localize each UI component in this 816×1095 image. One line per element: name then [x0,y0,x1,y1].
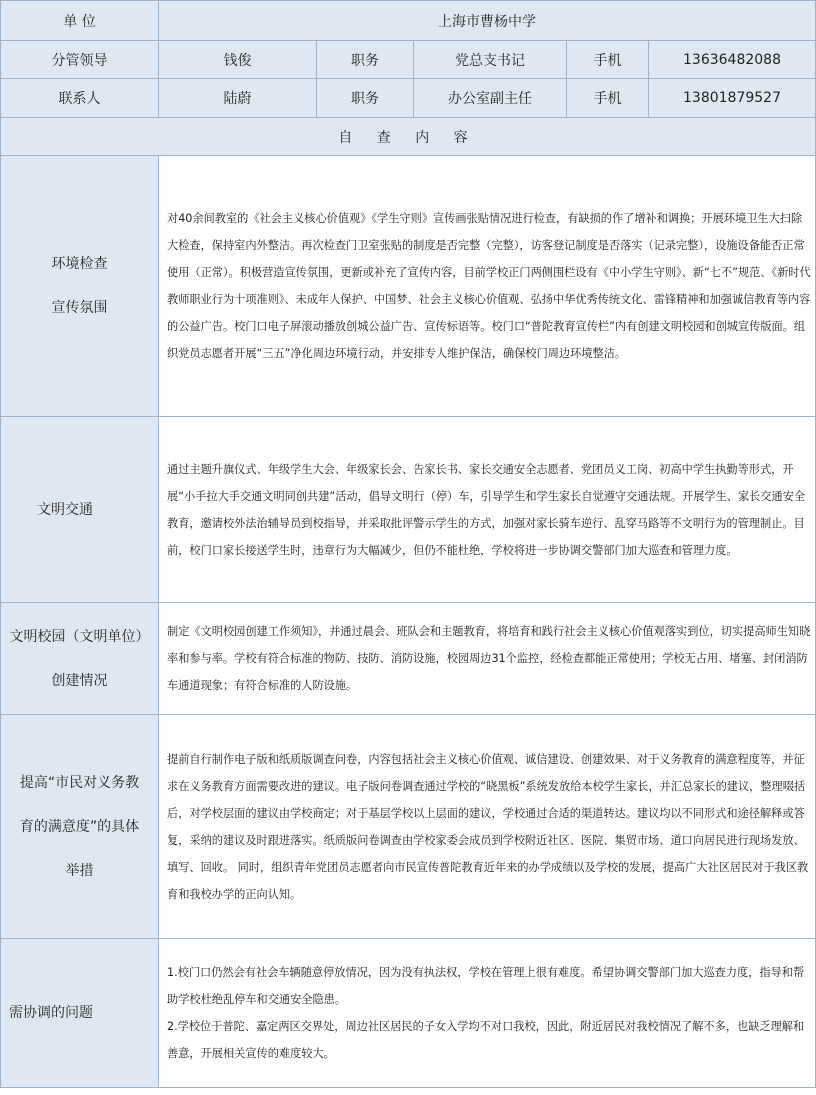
section-label-line: 提高“市民对义务教 [19,774,140,791]
section-paragraph: 2.学校位于普陀、嘉定两区交界处，周边社区居民的子女入学均不对口我校，因此，附近居民对我校情况了解不多，也缺乏理解和善意，开展相关宣传的难度较大。 [167,1020,805,1060]
section-row-traffic [1,417,816,603]
section-label [1,156,159,417]
section-paragraph: 1.校门口仍然会有社会车辆随意停放情况，因为没有执法权，学校在管理上很有难度。希望协调交警部门加大巡查力度，指导和帮助学校杜绝乱停车和交通安全隐患。 [167,966,805,1006]
section-content [159,417,816,603]
section-label-line: 环境检查 [51,256,108,272]
section-content [159,939,816,1088]
section-label-line: 宣传氛围 [51,300,108,316]
unit-value: 上海市曹杨中学 [159,1,816,41]
leader-phone: 13636482088 [649,41,816,79]
section-label-line: 需协调的问题 [9,1005,93,1021]
section-content [159,715,816,939]
section-label [1,603,159,715]
leader-position: 党总支书记 [414,41,567,79]
section-label-line: 文明交通 [37,501,93,518]
section-row-issues [1,939,816,1088]
leader-position-label: 职务 [317,41,414,79]
section-label [1,417,159,603]
section-content [159,156,816,417]
unit-label: 单 位 [1,1,159,41]
section-label-line: 育的满意度”的具体 [19,818,140,835]
leader-phone-label: 手机 [567,41,649,79]
section-label-line: 文明校园（文明单位） [9,628,150,645]
leader-label: 分管领导 [1,41,159,79]
section-content [159,603,816,715]
section-title: 自 查 内 容 [1,118,816,156]
leader-name: 钱俊 [159,41,317,79]
contact-phone: 13801879527 [649,79,816,118]
section-label [1,715,159,939]
section-paragraph: 通过主题升旗仪式、年级学生大会、年级家长会、告家长书、家长交通安全志愿者、党团员义工岗、初高中学生执勤等形式，开展“小手拉大手交通文明同创共建”活动，倡导文明行（停）车，引导学生和学生家长自觉遵守交通法规。开展学生、家长交通安全教育，邀请校外法治辅导员到校指导，并采取批评警示学生的方式，加强对家长骑车逆行、乱穿马路等不文明行为的管理制止。目前，校门口家长接送学生时，违章行为大幅减少，但仍不能杜绝，学校将进一步协调交警部门加大巡查和管理力度。 [167,462,806,557]
section-paragraph: 提前自行制作电子版和纸质版调查问卷，内容包括社会主义核心价值观、诚信建设、创建效果、对于义务教育的满意程度等，并征求在义务教育方面需要改进的建议。电子版问卷调查通过学校的“晓黑板”系统发放给本校学生家长，并汇总家长的建议，整理啜括后，对学校层面的建议由学校商定；对于基层学校以上层面的建议，学校通过合适的渠道转达。建议均以不同形式和途径解释或答复，采纳的建议及时跟进落实。纸质版问卷调查由学校家委会成员到学校附近社区、医院、集贸市场、道口向居民进行现场发放、填写、回收。 同时，组织青年党团员志愿者向市民宣传普陀教育近年来的办学成绩以及学校的发展，提高广大社区居民对于我区教育和我校办学的正向认知。 [167,752,809,901]
section-row-satisfaction [1,715,816,939]
contact-label: 联系人 [1,79,159,118]
section-label-line: 举措 [65,862,94,879]
section-row-environment [1,156,816,417]
unit-row [1,1,816,41]
contact-row [1,79,816,118]
section-row-campus [1,603,816,715]
contact-name: 陆蔚 [159,79,317,118]
contact-position-label: 职务 [317,79,414,118]
leader-row [1,41,816,79]
section-label-line: 创建情况 [51,672,108,689]
section-paragraph: 制定《文明校园创建工作须知》，并通过晨会、班队会和主题教育，将培育和践行社会主义核心价值观落实到位，切实提高师生知晓率和参与率。学校有符合标准的物防、技防、消防设施，校园周边31个监控，经检查都能正常使用；学校无占用、堵塞、封闭消防车通道现象；有符合标准的人防设施。 [167,625,811,692]
contact-phone-label: 手机 [567,79,649,118]
section-title-row [1,118,816,156]
section-paragraph: 对40余间教室的《社会主义核心价值观》《学生守则》宣传画张贴情况进行检查，有缺损的作了增补和调换；开展环境卫生大扫除大检查，保持室内外整洁。再次检查门卫室张贴的制度是否完整（完整），访客登记制度是否落实（记录完整），设施设备能否正常使用（正常）。积极营造宣传氛围，更新或补充了宣传内容，目前学校正门两侧围栏设有《中小学生守则》、新“七不”规范、《新时代教师职业行为十项准则》、未成年人保护、中国梦、社会主义核心价值观、弘扬中华优秀传统文化、雷锋精神和加强诚信教育等内容的公益广告。校门口电子屏滚动播放创城公益广告、宣传标语等。校门口“普陀教育宣传栏”内有创建文明校园和创城宣传版面。组织党员志愿者开展“三五”净化周边环境行动，并安排专人维护保洁，确保校门周边环境整洁。 [167,212,811,360]
section-label [1,939,159,1088]
contact-position: 办公室副主任 [414,79,567,118]
